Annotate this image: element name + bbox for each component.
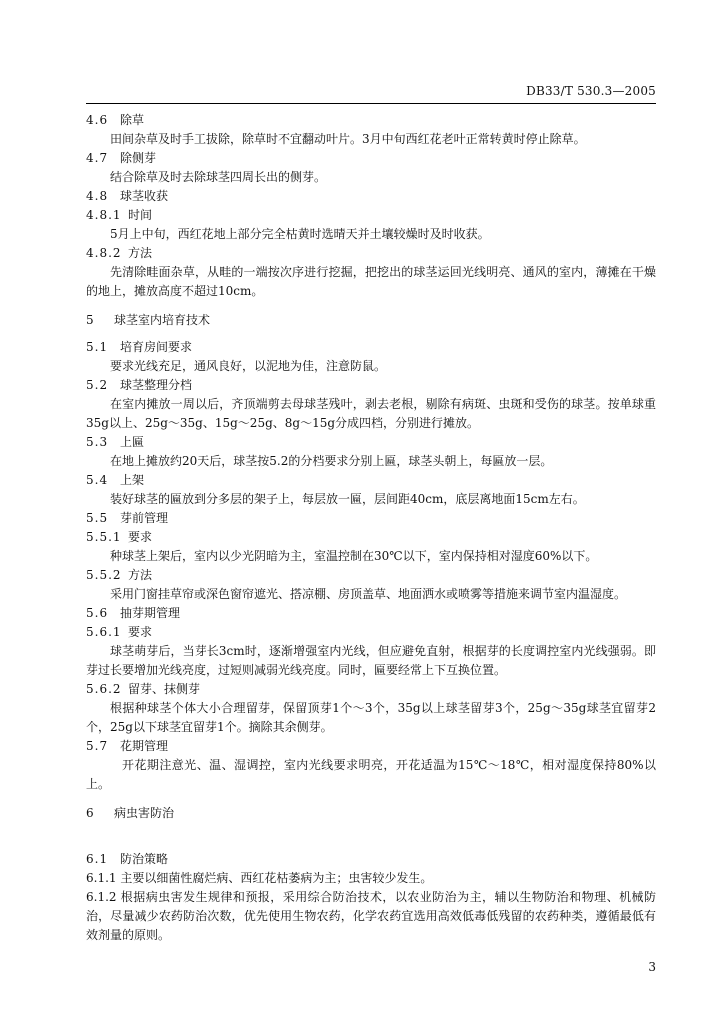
section-title: 球茎室内培育技术 [114, 313, 211, 327]
section-title: 除侧芽 [120, 151, 157, 165]
section-title: 上匾 [120, 435, 145, 449]
section-title: 球茎收获 [120, 189, 169, 203]
section-heading [86, 111, 656, 130]
section-number: 5.5.1 [86, 530, 122, 544]
section-number: 4.7 [86, 151, 109, 165]
section-heading [86, 187, 656, 206]
chapter-heading [86, 804, 656, 823]
section-number: 5.5 [86, 511, 109, 525]
section-number: 5.6 [86, 606, 109, 620]
section-heading [86, 509, 656, 528]
section-title: 病虫害防治 [114, 806, 175, 820]
subsection-heading [86, 244, 656, 263]
section-title: 要求 [128, 530, 153, 544]
clause-paragraph: 6.1.2 根据病虫害发生规律和预报，采用综合防治技术，以农业防治为主，辅以生物防治和物理、机械防治，尽量减少农药防治次数，优先使用生物农药，化学农药宜选用高效低毒低残留的农药种类，遵循最低有效剂量的原则。 [86, 890, 656, 942]
section-title: 上架 [120, 473, 145, 487]
subsection-heading [86, 206, 656, 225]
subsection-heading [86, 623, 656, 642]
section-title: 要求 [128, 625, 153, 639]
section-title: 防治策略 [120, 852, 169, 866]
section-number: 5 [86, 313, 95, 327]
paragraph: 种球茎上架后，室内以少光阴暗为主，室温控制在30℃以下，室内保持相对湿度60%以下。 [110, 549, 598, 563]
section-title: 留芽、抹侧芽 [128, 682, 201, 696]
section-number: 5.5.2 [86, 568, 122, 582]
section-number: 5.3 [86, 435, 109, 449]
section-heading [86, 376, 656, 395]
section-number: 5.7 [86, 739, 109, 753]
section-number: 5.6.2 [86, 682, 122, 696]
section-title: 芽前管理 [120, 511, 169, 525]
subsection-heading [86, 528, 656, 547]
subsection-heading [86, 566, 656, 585]
section-title: 花期管理 [120, 739, 169, 753]
section-number: 6.1 [86, 852, 109, 866]
paragraph: 田间杂草及时手工拔除，除草时不宜翻动叶片。3月中旬西红花老叶正常转黄时停止除草。 [110, 132, 586, 146]
chapter-heading [86, 311, 656, 330]
paragraph: 球茎萌芽后，当芽长3cm时，逐渐增强室内光线，但应避免直射，根据芽的长度调控室内光线强弱。即芽过长要增加光线亮度，过短则减弱光线亮度。同时，匾要经常上下互换位置。 [86, 644, 656, 677]
paragraph: 结合除草及时去除球茎四周长出的侧芽。 [110, 170, 327, 184]
header-rule [86, 103, 656, 104]
paragraph: 5月上中旬，西红花地上部分完全枯黄时选晴天并土壤较燥时及时收获。 [110, 227, 490, 241]
section-heading [86, 471, 656, 490]
paragraph: 在室内摊放一周以后，齐顶端剪去母球茎残叶，剥去老根，剔除有病斑、虫斑和受伤的球茎。按单球重35g以上、25g～35g、15g～25g、8g～15g分成四档，分别进行摊放。 [86, 397, 656, 430]
section-heading [86, 604, 656, 623]
section-title: 时间 [128, 208, 153, 222]
section-number: 4.8.2 [86, 246, 122, 260]
paragraph: 先清除畦面杂草，从畦的一端按次序进行挖掘，把挖出的球茎运回光线明亮、通风的室内，薄摊在干燥的地上，摊放高度不超过10cm。 [86, 265, 656, 298]
section-number: 5.6.1 [86, 625, 122, 639]
paragraph: 开花期注意光、温、湿调控，室内光线要求明亮，开花适温为15℃～18℃，相对湿度保持80%以上。 [86, 758, 656, 791]
paragraph: 装好球茎的匾放到分多层的架子上，每层放一匾，层间距40cm，底层离地面15cm左右。 [110, 492, 585, 506]
section-title: 培育房间要求 [120, 340, 193, 354]
section-heading [86, 338, 656, 357]
clause-paragraph: 6.1.1 主要以细菌性腐烂病、西红花枯萎病为主；虫害较少发生。 [86, 871, 433, 885]
document-code: DB33/T 530.3—2005 [526, 84, 656, 98]
section-number: 5.1 [86, 340, 109, 354]
section-number: 4.6 [86, 113, 109, 127]
section-number: 4.8.1 [86, 208, 122, 222]
paragraph: 根据种球茎个体大小合理留芽，保留顶芽1个～3个，35g以上球茎留芽3个，25g～35g球茎宜留芽2个，25g以下球茎宜留芽1个。摘除其余侧芽。 [86, 701, 656, 734]
subsection-heading [86, 680, 656, 699]
section-heading [86, 737, 656, 756]
section-title: 方法 [128, 246, 153, 260]
section-title: 抽芽期管理 [120, 606, 181, 620]
section-title: 方法 [128, 568, 153, 582]
section-heading [86, 149, 656, 168]
section-heading [86, 433, 656, 452]
section-heading [86, 850, 656, 869]
section-title: 除草 [120, 113, 145, 127]
paragraph: 采用门窗挂草帘或深色窗帘遮光、搭凉棚、房顶盖草、地面洒水或喷雾等措施来调节室内温湿度。 [110, 587, 627, 601]
section-number: 5.2 [86, 378, 109, 392]
section-number: 5.4 [86, 473, 109, 487]
paragraph: 在地上摊放约20天后，球茎按5.2的分档要求分别上匾，球茎头朝上，每匾放一层。 [110, 454, 553, 468]
section-number: 4.8 [86, 189, 109, 203]
paragraph: 要求光线充足，通风良好，以泥地为佳，注意防鼠。 [110, 359, 387, 373]
page-number: 3 [648, 960, 656, 974]
section-title: 球茎整理分档 [120, 378, 193, 392]
section-number: 6 [86, 806, 95, 820]
